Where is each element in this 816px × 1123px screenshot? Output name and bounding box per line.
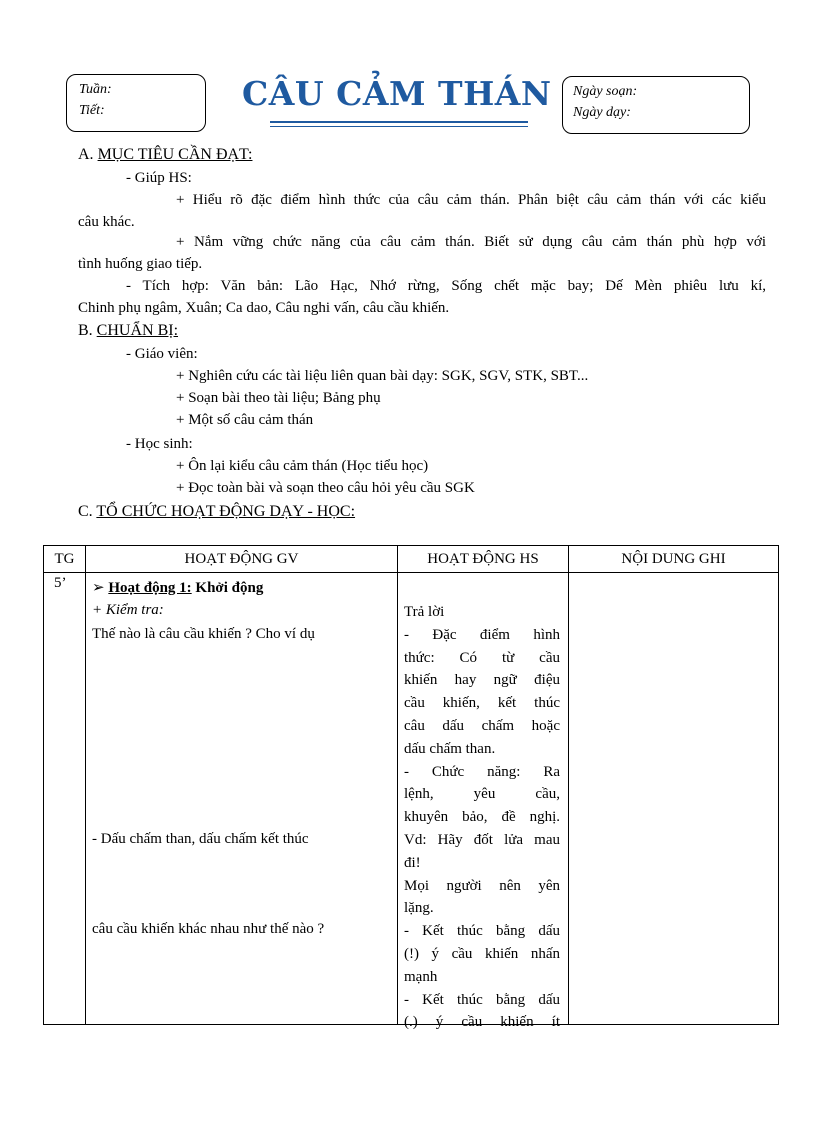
student-prep-2: + Đọc toàn bài và soạn theo câu hỏi yêu cầu SGK: [176, 480, 475, 496]
question-2: - Dấu chấm than, dấu chấm kết thúc: [92, 831, 309, 847]
integration-line1: - Tích hợp: Văn bản: Lão Hạc, Nhớ rừng, Sống chết mặc bay; Dế Mèn phiêu lưu kí,: [126, 278, 766, 294]
date-box: [562, 76, 750, 134]
student-activity-cell: [398, 573, 569, 1031]
section-a-heading: [78, 146, 252, 164]
page-title: CÂU CẢM THÁN: [242, 74, 552, 113]
objective-1-line1: + Hiểu rõ đặc điểm hình thức của câu cảm thán. Phân biệt câu cảm thán với các kiểu: [176, 192, 766, 208]
student-answer-line: dấu chấm than.: [404, 740, 496, 757]
period-label: Tiết:: [79, 103, 105, 118]
objective-2-line2: tình huống giao tiếp.: [78, 256, 203, 272]
section-c-letter: C.: [78, 503, 93, 520]
integration-line2: Chinh phụ ngâm, Xuân; Ca dao, Câu nghi vấn, câu cầu khiến.: [78, 300, 450, 316]
table-row: [44, 573, 779, 1025]
student-answer-line: câu dấu chấm hoặc: [404, 718, 560, 734]
teacher-prep-2: + Soạn bài theo tài liệu; Bảng phụ: [176, 390, 381, 406]
section-c-title: TỔ CHỨC HOẠT ĐỘNG DẠY - HỌC:: [96, 503, 356, 520]
student-answer-line: đi!: [404, 854, 421, 871]
student-answer-line: thức: Có từ cầu: [404, 649, 560, 666]
section-b-letter: B.: [78, 322, 93, 339]
table-header-row: [44, 546, 779, 573]
activity-heading: [92, 577, 263, 599]
section-a-letter: A.: [78, 146, 94, 163]
time-cell: [44, 573, 86, 1025]
week-period-box: [66, 74, 206, 132]
section-b-title: CHUẨN BỊ:: [96, 322, 179, 339]
student-answer-line: - Kết thúc bằng dấu: [404, 923, 560, 940]
prep-date-label: Ngày soạn:: [573, 84, 638, 99]
section-a-intro: - Giúp HS:: [126, 170, 192, 186]
lesson-activity-table: [43, 545, 779, 1031]
student-answer-line: Vd: Hãy đốt lửa mau: [404, 832, 560, 848]
time-value: 5’: [54, 575, 67, 591]
student-answer-line: cầu khiến, kết thúc: [404, 695, 560, 712]
student-answer-line: Trả lời: [404, 604, 445, 620]
section-c-heading: [78, 503, 355, 521]
title-underline-thin: [270, 126, 528, 127]
notes-content: [569, 573, 778, 1024]
activity-number: Hoạt động 1:: [108, 580, 192, 596]
teacher-prep-1: + Nghiên cứu các tài liệu liên quan bài dạy: SGK, SGV, STK, SBT...: [176, 368, 589, 384]
check-label: + Kiểm tra:: [92, 602, 164, 618]
student-answer-line: - Chức năng: Ra: [404, 763, 560, 780]
notes-cell: [569, 573, 779, 1025]
teacher-prep-3: + Một số câu cảm thán: [176, 412, 314, 428]
activity-bullet-icon: ➢: [92, 580, 105, 596]
teach-date-label: Ngày dạy:: [573, 105, 631, 120]
teacher-activity-cell: [86, 573, 398, 1025]
section-a-title: MỤC TIÊU CẦN ĐẠT:: [97, 146, 253, 163]
teacher-label: - Giáo viên:: [126, 346, 198, 362]
student-answers: [398, 573, 568, 1031]
objective-2-line1: + Nắm vững chức năng của câu cảm thán. Biết sử dụng câu cảm thán phù hợp với: [176, 234, 766, 250]
header-teacher-activity: HOẠT ĐỘNG GV: [86, 546, 398, 573]
student-answer-line: Mọi người nên yên: [404, 877, 560, 894]
week-label: Tuần:: [79, 82, 112, 97]
objective-1-line2: câu khác.: [78, 214, 135, 230]
section-b-heading: [78, 322, 178, 340]
student-answer-line: (!) ý cầu khiến nhấn: [404, 946, 560, 962]
student-answer-line: khiến hay ngữ điệu: [404, 672, 560, 689]
student-answer-line: - Kết thúc bằng dấu: [404, 991, 560, 1008]
activity-name: Khởi động: [195, 580, 264, 596]
header-tg: TG: [44, 546, 86, 573]
student-answer-line: lệnh, yêu cầu,: [404, 786, 560, 803]
student-answer-line: mạnh: [404, 968, 438, 985]
student-prep-1: + Ôn lại kiểu câu cảm thán (Học tiểu học): [176, 458, 429, 474]
student-answer-line: lặng.: [404, 900, 434, 917]
student-label: - Học sinh:: [126, 436, 193, 452]
question-1: Thế nào là câu cầu khiến ? Cho ví dụ: [92, 626, 315, 642]
header-student-activity: HOẠT ĐỘNG HS: [398, 546, 569, 573]
question-3: câu cầu khiến khác nhau như thế nào ?: [92, 921, 325, 937]
student-answer-line: (.) ý cầu khiến ít: [404, 1014, 560, 1031]
student-answer-line: khuyên bảo, đề nghị.: [404, 809, 560, 826]
header-notes: NỘI DUNG GHI: [569, 546, 779, 573]
title-underline: [270, 121, 528, 123]
student-answer-line: - Đặc điểm hình: [404, 626, 560, 643]
